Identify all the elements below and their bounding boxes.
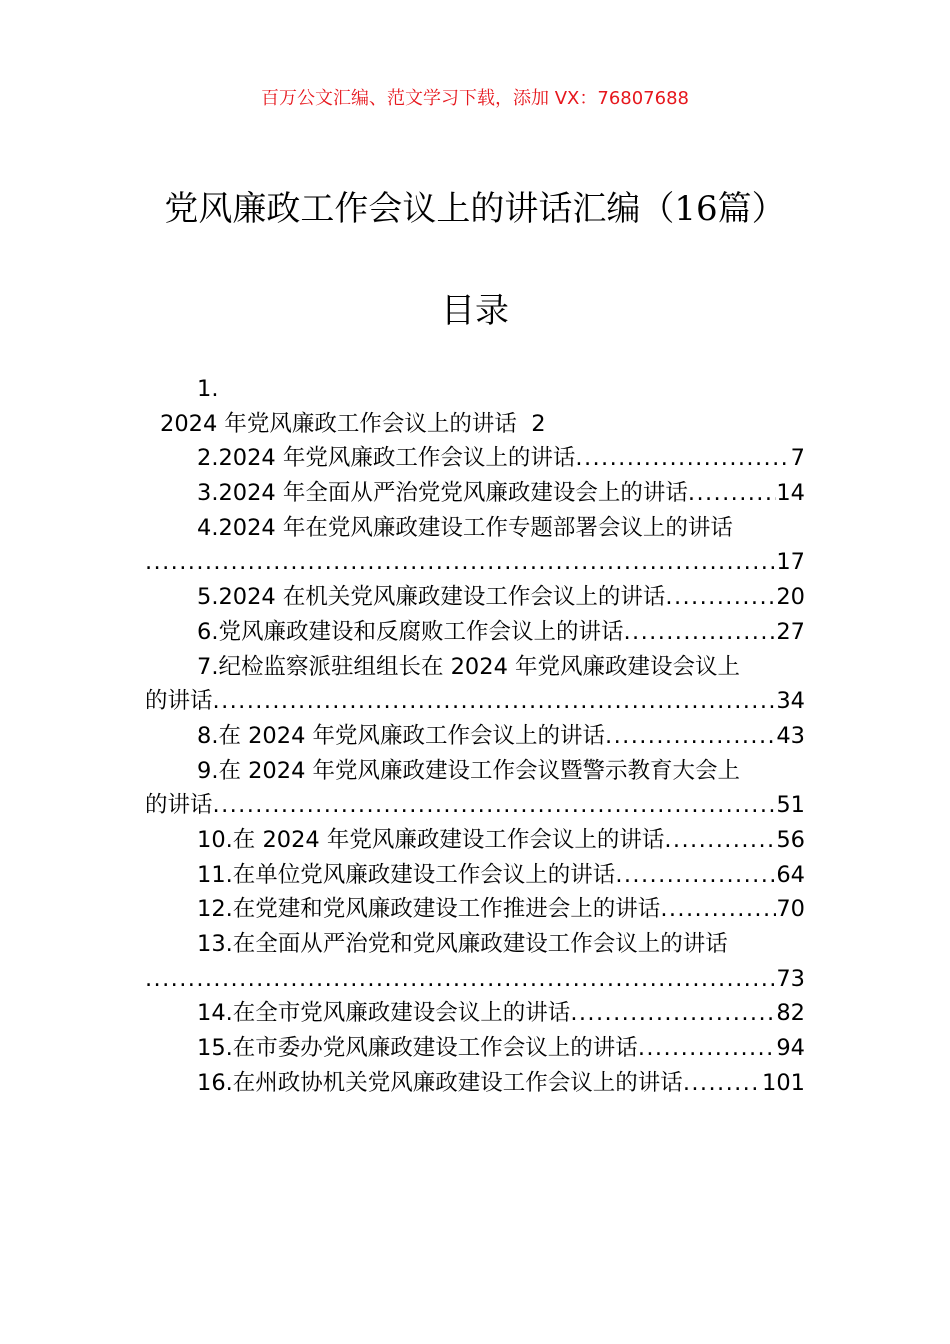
toc-leader-dots (683, 1066, 762, 1101)
toc-entry-number: 13. (197, 931, 233, 957)
toc-entry-page: 101 (762, 1069, 805, 1096)
toc-entry-1-number-line[interactable] (145, 372, 805, 407)
toc-entry-page: 34 (776, 688, 805, 715)
title-count: 16 (674, 189, 718, 229)
toc-entry-page: 14 (776, 480, 805, 507)
toc-entry-13[interactable] (145, 927, 805, 962)
toc-entry-page: 17 (776, 549, 805, 576)
toc-entry-page: 73 (776, 965, 805, 992)
toc-entry-number: 8. (197, 722, 219, 749)
toc-entry-number: 7. (197, 653, 219, 680)
toc-entry-title: 在 2024 年党风廉政工作会议上的讲话 (218, 722, 606, 749)
toc-entry-number: 9. (197, 757, 219, 784)
toc-entry-title: 在 2024 年党风廉政建设工作会议暨警示教育大会上 (218, 757, 741, 784)
toc-leader-dots (688, 476, 776, 511)
toc-entry-number: 6. (197, 618, 219, 645)
toc-leader-dots (638, 1031, 777, 1066)
toc-entry-title: 2024 年全面从严治党党风廉政建设会上的讲话 (218, 480, 688, 507)
toc-leader-dots (665, 580, 776, 615)
toc-heading: 目录 (441, 291, 509, 331)
toc-entry-title-cont: 的讲话 (145, 792, 213, 819)
toc-entry-1[interactable] (145, 407, 805, 442)
toc-entry-page: 70 (776, 896, 805, 923)
toc-leader-dots (213, 788, 777, 823)
toc-entry-title-cont: 的讲话 (145, 688, 213, 715)
toc-entry-number: 14. (197, 1000, 233, 1027)
toc-entry-4[interactable] (145, 511, 805, 546)
toc-entry-number: 5. (197, 584, 219, 611)
toc-entry-title: 纪检监察派驻组组长在 2024 年党风廉政建设会议上 (218, 653, 741, 680)
toc-leader-dots (664, 823, 776, 858)
toc-entry-page: 7 (790, 445, 805, 472)
table-of-contents (145, 372, 805, 1100)
toc-entry-number: 3. (197, 480, 219, 507)
toc-leader-dots (660, 892, 776, 927)
toc-entry-page: 43 (776, 722, 805, 749)
toc-entry-number: 15. (197, 1035, 233, 1062)
toc-entry-page: 94 (776, 1035, 805, 1062)
toc-entry-16[interactable] (145, 1066, 805, 1101)
toc-entry-5[interactable] (145, 580, 805, 615)
toc-entry-4-page-line[interactable] (145, 545, 805, 580)
toc-entry-13-page-line[interactable] (145, 962, 805, 997)
toc-leader-dots (575, 441, 790, 476)
toc-leader-dots (615, 858, 776, 893)
toc-entry-page: 56 (776, 826, 805, 853)
toc-entry-number: 1. (197, 376, 219, 402)
toc-entry-15[interactable] (145, 1031, 805, 1066)
promo-header (0, 84, 950, 110)
toc-entry-number: 10. (197, 826, 233, 853)
toc-entry-title: 党风廉政建设和反腐败工作会议上的讲话 (218, 618, 624, 645)
toc-entry-title: 在市委办党风廉政建设工作会议上的讲话 (232, 1035, 638, 1062)
toc-entry-14[interactable] (145, 996, 805, 1031)
toc-entry-title: 在全市党风廉政建设会议上的讲话 (232, 1000, 571, 1027)
toc-entry-page: 27 (776, 618, 805, 645)
toc-entry-11[interactable] (145, 858, 805, 893)
toc-leader-dots (623, 615, 776, 650)
toc-leader-dots (145, 545, 776, 580)
toc-entry-title: 2024 年党风廉政工作会议上的讲话 (218, 445, 576, 472)
toc-entry-7-cont[interactable] (145, 684, 805, 719)
toc-entry-2[interactable] (145, 441, 805, 476)
toc-entry-page: 82 (776, 1000, 805, 1027)
toc-entry-9[interactable] (145, 754, 805, 789)
toc-entry-page: 20 (776, 584, 805, 611)
title-prefix: 党风廉政工作会议上的讲话汇编（ (164, 189, 675, 229)
toc-entry-title: 在党建和党风廉政建设工作推进会上的讲话 (232, 896, 661, 923)
toc-entry-page: 64 (776, 861, 805, 888)
toc-entry-title: 在 2024 年党风廉政建设工作会议上的讲话 (232, 826, 665, 853)
promo-text: 百万公文汇编、范文学习下载，添加 VX：76807688 (261, 88, 689, 109)
toc-entry-title: 2024 年在党风廉政建设工作专题部署会议上的讲话 (218, 514, 733, 541)
toc-leader-dots (605, 719, 776, 754)
toc-entry-number: 12. (197, 896, 233, 923)
toc-entry-page: 2 (531, 410, 546, 437)
toc-entry-number: 16. (197, 1069, 233, 1096)
toc-entry-9-cont[interactable] (145, 788, 805, 823)
toc-entry-3[interactable] (145, 476, 805, 511)
toc-entry-8[interactable] (145, 719, 805, 754)
toc-entry-7[interactable] (145, 650, 805, 685)
toc-entry-number: 2. (197, 445, 219, 472)
toc-entry-6[interactable] (145, 615, 805, 650)
toc-entry-number: 11. (197, 861, 233, 888)
toc-leader-dots (213, 684, 777, 719)
toc-entry-10[interactable] (145, 823, 805, 858)
toc-entry-number: 4. (197, 514, 219, 541)
toc-leader-dots (570, 996, 776, 1031)
toc-entry-title: 2024 年党风廉政工作会议上的讲话 (160, 410, 517, 437)
toc-entry-12[interactable] (145, 892, 805, 927)
toc-entry-title: 在全面从严治党和党风廉政建设工作会议上的讲话 (232, 931, 728, 957)
toc-leader-dots (145, 962, 776, 997)
toc-entry-title: 在州政协机关党风廉政建设工作会议上的讲话 (232, 1069, 683, 1096)
title-suffix: 篇） (717, 189, 786, 229)
toc-entry-page: 51 (776, 792, 805, 819)
document-title (0, 181, 950, 230)
toc-entry-title: 在单位党风廉政建设工作会议上的讲话 (232, 861, 616, 888)
toc-entry-title: 2024 在机关党风廉政建设工作会议上的讲话 (218, 584, 666, 611)
